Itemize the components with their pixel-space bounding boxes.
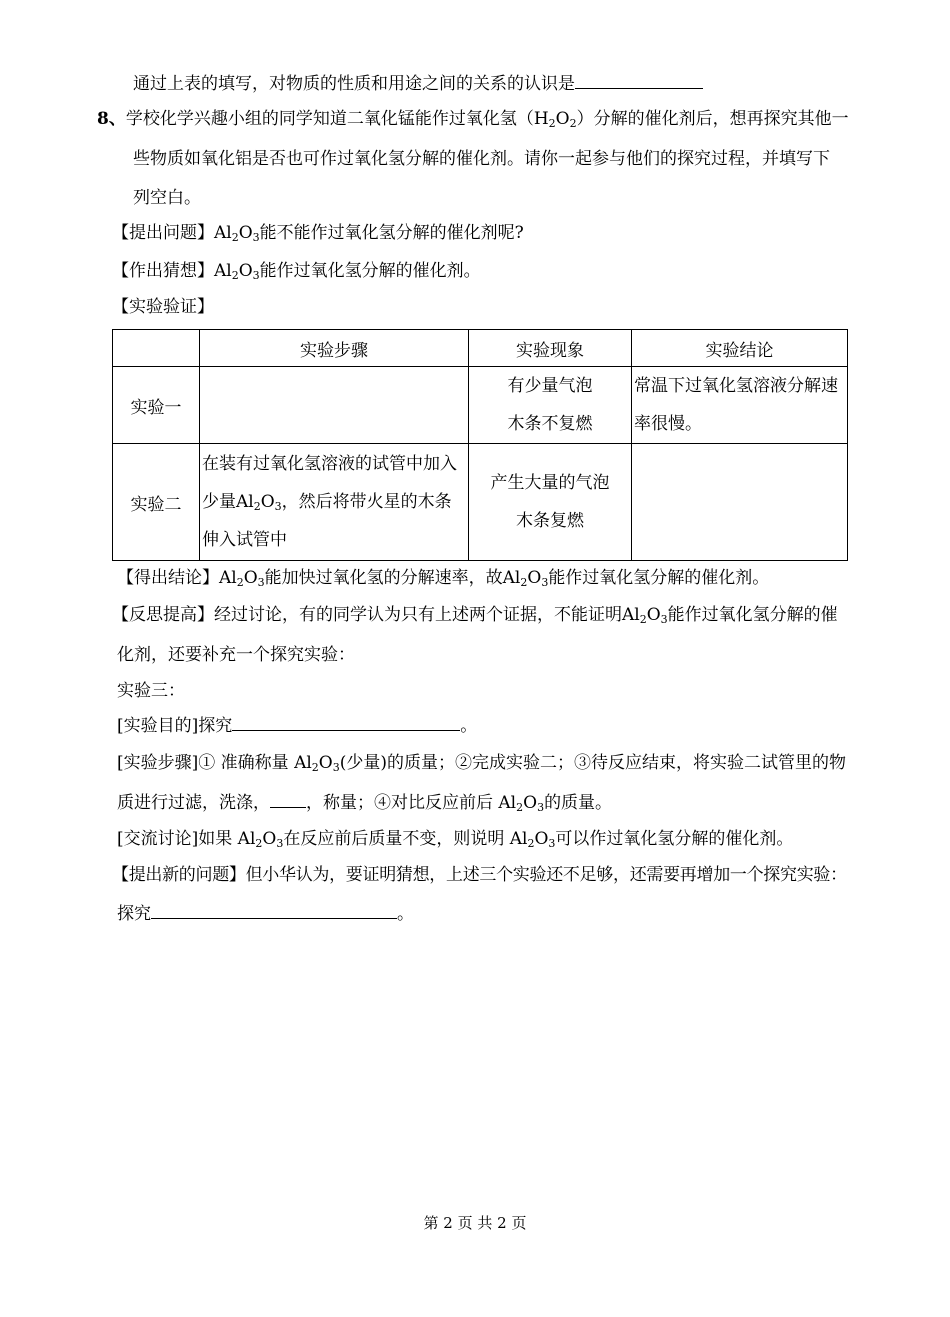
phenomenon-cell: 有少量气泡 木条不复燃 <box>469 367 632 444</box>
row-name: 实验一 <box>113 367 200 444</box>
step-blank[interactable] <box>270 792 306 808</box>
table-header-cell: 实验结论 <box>632 330 848 367</box>
table-header-cell <box>113 330 200 367</box>
table-header-cell: 实验步骤 <box>200 330 469 367</box>
table-row <box>113 444 848 561</box>
new-question-line: 【提出新的问题】但小华认为，要证明猜想，上述三个实验还不足够，还需要再增加一个探究实验： <box>112 865 847 885</box>
exp3-steps-line-2: 质进行过滤，洗涤， ，称量；④对比反应前后 $Al_2O_3$的质量。 <box>117 793 613 814</box>
table-row <box>113 367 848 444</box>
explore-blank[interactable] <box>151 903 397 919</box>
verify-label: 【实验验证】 <box>112 297 214 317</box>
step-cell: 在装有过氧化氢溶液的试管中加入少量$Al_2O_3$，然后将带火星的木条伸入试管中 <box>200 444 469 561</box>
hypothesis-line: 【作出猜想】$Al_2O_3$能作过氧化氢分解的催化剂。 <box>112 261 481 282</box>
row-name: 实验二 <box>113 444 200 561</box>
conclusion-cell: 常温下过氧化氢溶液分解速率很慢。 <box>632 367 848 444</box>
question-line-1: 8、学校化学兴趣小组的同学知道二氧化锰能作过氧化氢$(H_2O_2)$分解的催化剂后，想再探究其他一 <box>97 109 849 130</box>
problem-line: 【提出问题】$Al_2O_3$能不能作过氧化氢分解的催化剂呢? <box>112 223 524 244</box>
experiment-table <box>112 329 848 561</box>
reflection-line-2: 化剂，还要补充一个探究实验： <box>117 645 355 665</box>
intro-line <box>133 73 703 95</box>
step-answer-cell[interactable] <box>200 367 469 444</box>
exp3-title: 实验三： <box>117 681 185 701</box>
question-line-2: 些物质如氧化铝是否也可作过氧化氢分解的催化剂。请你一起参与他们的探究过程，并填写下 <box>133 149 830 169</box>
question-line-3: 列空白。 <box>133 188 201 208</box>
page-footer: 第 2 页 共 2 页 <box>423 1214 527 1232</box>
conclusion-answer-cell[interactable] <box>632 444 848 561</box>
exp3-purpose: [实验目的]探究 。 <box>117 716 478 736</box>
intro-text: 通过上表的填写，对物质的性质和用途之间的关系的认识是 <box>133 74 575 94</box>
new-question-explore: 探究 。 <box>117 904 414 924</box>
exp3-discussion: [交流讨论]如果 $Al_2O_3$在反应前后质量不变，则说明 $Al_2O_3$可以作过氧化氢分解的催化剂。 <box>117 829 794 850</box>
table-header-cell: 实验现象 <box>469 330 632 367</box>
reflection-line-1: 【反思提高】经过讨论，有的同学认为只有上述两个证据，不能证明$Al_2O_3$能作过氧化氢分解的催 <box>112 605 838 626</box>
exp3-steps-line-1: [实验步骤]① 准确称量 $Al_2O_3$(少量)的质量；②完成实验二；③待反应结束，将实验二试管里的物 <box>117 753 846 774</box>
question-number: 8、 <box>97 109 126 129</box>
answer-blank[interactable] <box>575 73 703 89</box>
purpose-blank[interactable] <box>232 715 460 731</box>
table-header-row <box>113 330 848 367</box>
phenomenon-cell: 产生大量的气泡 木条复燃 <box>469 444 632 561</box>
conclusion-line: 【得出结论】$Al_2O_3$能加快过氧化氢的分解速率，故$Al_2O_3$能作过氧化氢分解的催化剂。 <box>117 568 770 589</box>
